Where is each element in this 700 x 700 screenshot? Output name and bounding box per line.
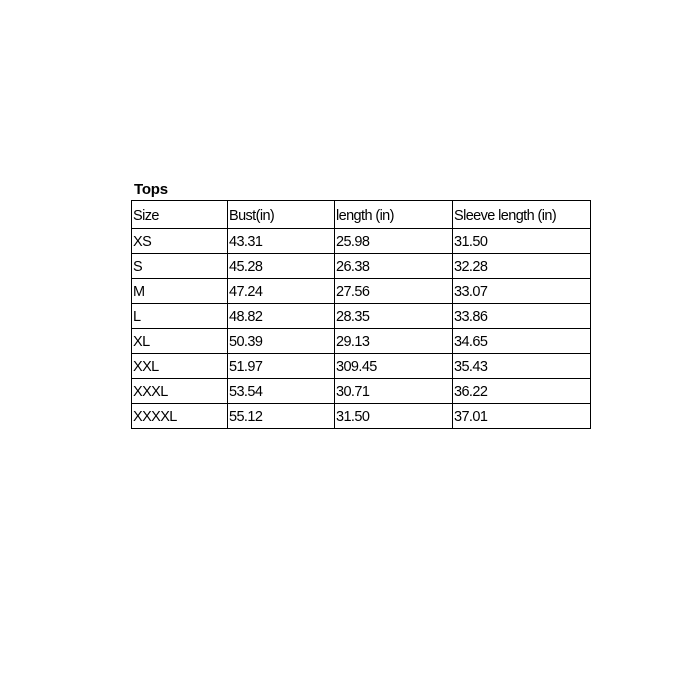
cell-sleeve-length: 32.28 xyxy=(453,254,591,279)
header-sleeve-length: Sleeve length (in) xyxy=(453,201,591,229)
table-row xyxy=(132,329,591,354)
cell-bust: 43.31 xyxy=(228,229,335,254)
cell-bust: 47.24 xyxy=(228,279,335,304)
table-row xyxy=(132,279,591,304)
cell-length: 28.35 xyxy=(335,304,453,329)
table-row xyxy=(132,404,591,429)
cell-bust: 55.12 xyxy=(228,404,335,429)
cell-bust: 48.82 xyxy=(228,304,335,329)
cell-bust: 50.39 xyxy=(228,329,335,354)
cell-sleeve-length: 31.50 xyxy=(453,229,591,254)
header-row xyxy=(132,201,591,229)
table-row xyxy=(132,379,591,404)
cell-length: 309.45 xyxy=(335,354,453,379)
cell-sleeve-length: 34.65 xyxy=(453,329,591,354)
cell-size: XXXL xyxy=(132,379,228,404)
cell-bust: 51.97 xyxy=(228,354,335,379)
cell-bust: 53.54 xyxy=(228,379,335,404)
table-row xyxy=(132,354,591,379)
size-chart xyxy=(131,180,591,429)
table-row xyxy=(132,304,591,329)
cell-length: 31.50 xyxy=(335,404,453,429)
cell-size: XXXXL xyxy=(132,404,228,429)
table-title: Tops xyxy=(134,181,168,198)
cell-length: 25.98 xyxy=(335,229,453,254)
cell-sleeve-length: 36.22 xyxy=(453,379,591,404)
cell-size: L xyxy=(132,304,228,329)
cell-length: 27.56 xyxy=(335,279,453,304)
cell-sleeve-length: 33.07 xyxy=(453,279,591,304)
cell-length: 29.13 xyxy=(335,329,453,354)
cell-length: 26.38 xyxy=(335,254,453,279)
table-row xyxy=(132,254,591,279)
size-table xyxy=(131,200,591,429)
cell-size: XXL xyxy=(132,354,228,379)
header-size: Size xyxy=(132,201,228,229)
cell-size: XL xyxy=(132,329,228,354)
cell-size: S xyxy=(132,254,228,279)
cell-bust: 45.28 xyxy=(228,254,335,279)
cell-sleeve-length: 33.86 xyxy=(453,304,591,329)
cell-sleeve-length: 37.01 xyxy=(453,404,591,429)
cell-size: M xyxy=(132,279,228,304)
header-length: length (in) xyxy=(335,201,453,229)
table-row xyxy=(132,229,591,254)
header-bust: Bust(in) xyxy=(228,201,335,229)
cell-size: XS xyxy=(132,229,228,254)
cell-sleeve-length: 35.43 xyxy=(453,354,591,379)
cell-length: 30.71 xyxy=(335,379,453,404)
